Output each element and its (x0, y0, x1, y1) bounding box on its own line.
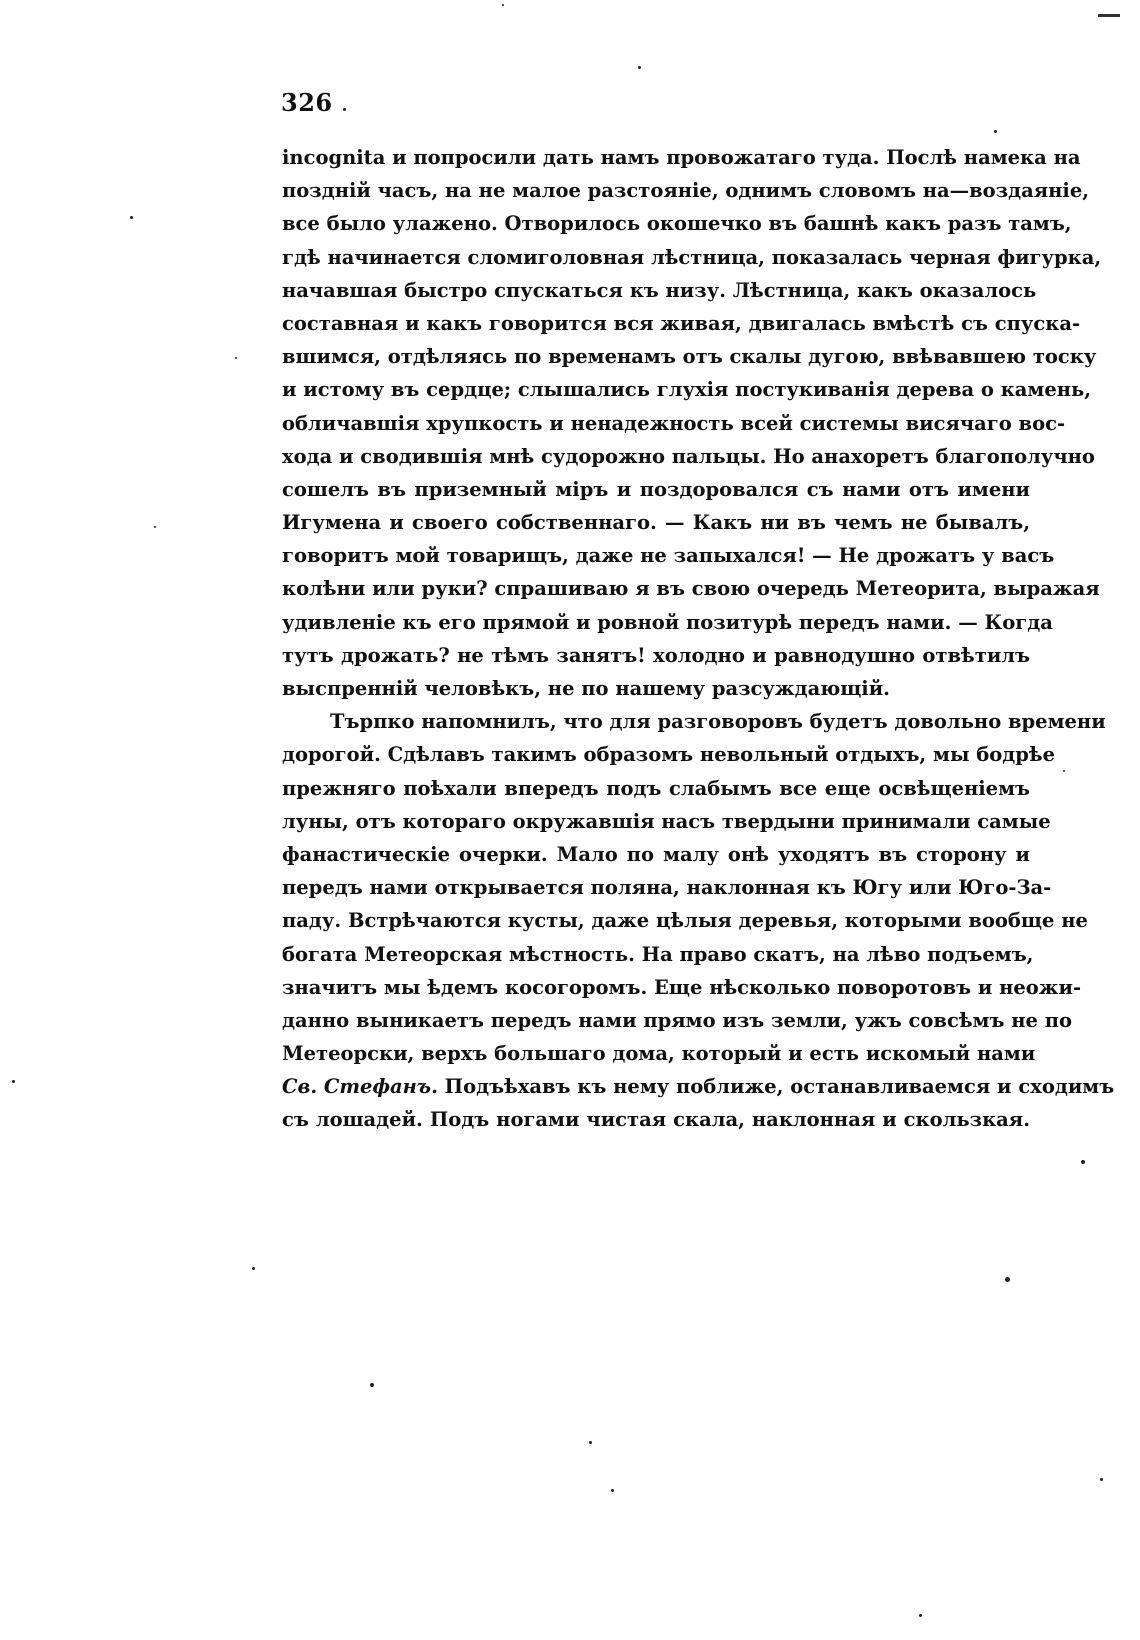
line-text: колѣни или руки? спрашиваю я въ свою очередь Метеорита, выражая (282, 577, 1100, 601)
line-text: начавшая быстро спускаться къ низу. Лѣстница, какъ оказалось (282, 278, 1037, 302)
line-text: сошелъ въ приземный міръ и поздоровался съ нами отъ имени (282, 477, 1030, 501)
line-text: гдѣ начинается сломиголовная лѣстница, показалась черная фигурка, (282, 245, 1102, 269)
text-line (282, 904, 1088, 937)
text-line (282, 207, 1072, 240)
text-line (282, 307, 1081, 340)
text-line (282, 805, 1051, 838)
line-text: передъ нами открывается поляна, наклонная къ Югу или Юго-За- (282, 876, 1052, 900)
text-line (282, 373, 1092, 406)
scan-speck (1005, 1277, 1010, 1282)
line-text: все было улажено. Отворилось окошечко въ башнѣ какъ разъ тамъ, (282, 212, 1072, 236)
text-line (282, 838, 1030, 871)
text-line (282, 340, 1097, 373)
text-line (282, 871, 1052, 904)
line-text: фанастическіе очерки. Мало по малу онѣ уходятъ въ сторону и (282, 842, 1030, 866)
scan-speck (919, 1614, 922, 1617)
line-text: паду. Встрѣчаются кусты, даже цѣлыя деревья, которыми вообще не (282, 909, 1088, 933)
line-text: incognita и попросили дать намъ провожатаго туда. Послѣ намека на (282, 146, 1081, 169)
line-text: Игумена и своего собственнаго. — Какъ ни въ чемъ не бывалъ, (282, 511, 1030, 535)
scan-speck (1081, 1160, 1085, 1164)
scan-speck (12, 1080, 15, 1083)
line-text: тутъ дрожать? не тѣмъ занятъ! холодно и равнодушно отвѣтилъ (282, 643, 1030, 667)
text-line (282, 407, 1066, 440)
scan-speck (235, 357, 237, 359)
text-line (282, 506, 1030, 539)
line-text: луны, отъ котораго окружавшія насъ твердыни принимали самые (282, 809, 1051, 833)
line-text: удивленіе къ его прямой и ровной позитурѣ передъ нами. — Когда (282, 610, 1053, 634)
line-text: обличавшія хрупкость и ненадежность всей системы висячаго вос- (282, 411, 1066, 435)
text-line (282, 606, 1053, 639)
line-text: значитъ мы ѣдемъ косогоромъ. Еще нѣсколько поворотовъ и неожи- (282, 975, 1082, 999)
scan-speck (589, 1441, 592, 1444)
body-text (282, 141, 1115, 1137)
text-line (282, 1070, 1115, 1103)
line-text: данно выникаетъ передъ нами прямо изъ земли, ужъ совсѣмъ не по (282, 1008, 1072, 1032)
text-line (282, 639, 1030, 672)
italic-name: Св. Стефанъ. (282, 1075, 438, 1099)
text-line (282, 938, 1034, 971)
text-line (282, 772, 1030, 805)
text-line (282, 241, 1102, 274)
scan-speck (370, 1383, 374, 1387)
scan-speck (252, 1267, 255, 1270)
scan-speck (502, 4, 504, 6)
text-line (282, 174, 1090, 207)
line-text: говоритъ мой товарищъ, даже не запыхался! — Не дрожатъ у васъ (282, 544, 1055, 568)
line-text: Метеорски, верхъ большаго дома, который и есть искомый нами (282, 1042, 1036, 1066)
line-text: поздній часъ, на не малое разстояніе, однимъ словомъ на—воздаяніе, (282, 179, 1090, 203)
text-line (282, 141, 1081, 174)
line-text: выспренній человѣкъ, не по нашему разсуждающій. (282, 677, 890, 700)
text-line (282, 672, 1030, 705)
text-line (282, 572, 1100, 605)
text-line (282, 1103, 1030, 1136)
scan-edge-mark (1098, 14, 1120, 17)
line-text: богата Метеорская мѣстность. На право скатъ, на лѣво подъемъ, (282, 942, 1034, 966)
line-text: и истому въ сердце; слышались глухія постукиванія дерева о камень, (282, 378, 1092, 402)
text-line (282, 971, 1082, 1004)
text-line (282, 539, 1055, 572)
text-line (282, 1004, 1072, 1037)
line-text: вшимся, отдѣляясь по временамъ отъ скалы дугою, ввѣвавшею тоску (282, 345, 1097, 369)
page-number: 326 (281, 88, 333, 117)
scan-speck (130, 216, 133, 219)
text-line (282, 440, 1095, 473)
scan-speck (154, 526, 156, 528)
line-text: прежняго поѣхали впередъ подъ слабымъ все еще освѣщеніемъ (282, 776, 1030, 800)
text-line (282, 274, 1037, 307)
text-line (282, 738, 1056, 771)
line-text: Подъѣхавъ къ нему поближе, останавливаемся и сходимъ (437, 1075, 1115, 1099)
line-text: Търпко напомнилъ, что для разговоровъ будетъ довольно времени (330, 710, 1106, 734)
scan-speck (1063, 770, 1065, 772)
text-line (282, 473, 1030, 506)
text-line (282, 705, 1106, 738)
text-line (282, 1037, 1036, 1070)
scan-speck (611, 1489, 614, 1492)
scan-speck (1100, 1478, 1103, 1481)
line-text: съ лошадей. Подъ ногами чистая скала, наклонная и скользкая. (282, 1108, 1030, 1132)
scan-speck (994, 130, 997, 133)
line-text: хода и сводившія мнѣ судорожно пальцы. Но анахоретъ благополучно (282, 444, 1095, 468)
scan-speck (343, 108, 346, 111)
line-text: составная и какъ говорится вся живая, двигалась вмѣстѣ съ спуска- (282, 311, 1081, 335)
line-text: дорогой. Сдѣлавъ такимъ образомъ невольный отдыхъ, мы бодрѣе (282, 743, 1056, 767)
scan-speck (638, 66, 641, 69)
